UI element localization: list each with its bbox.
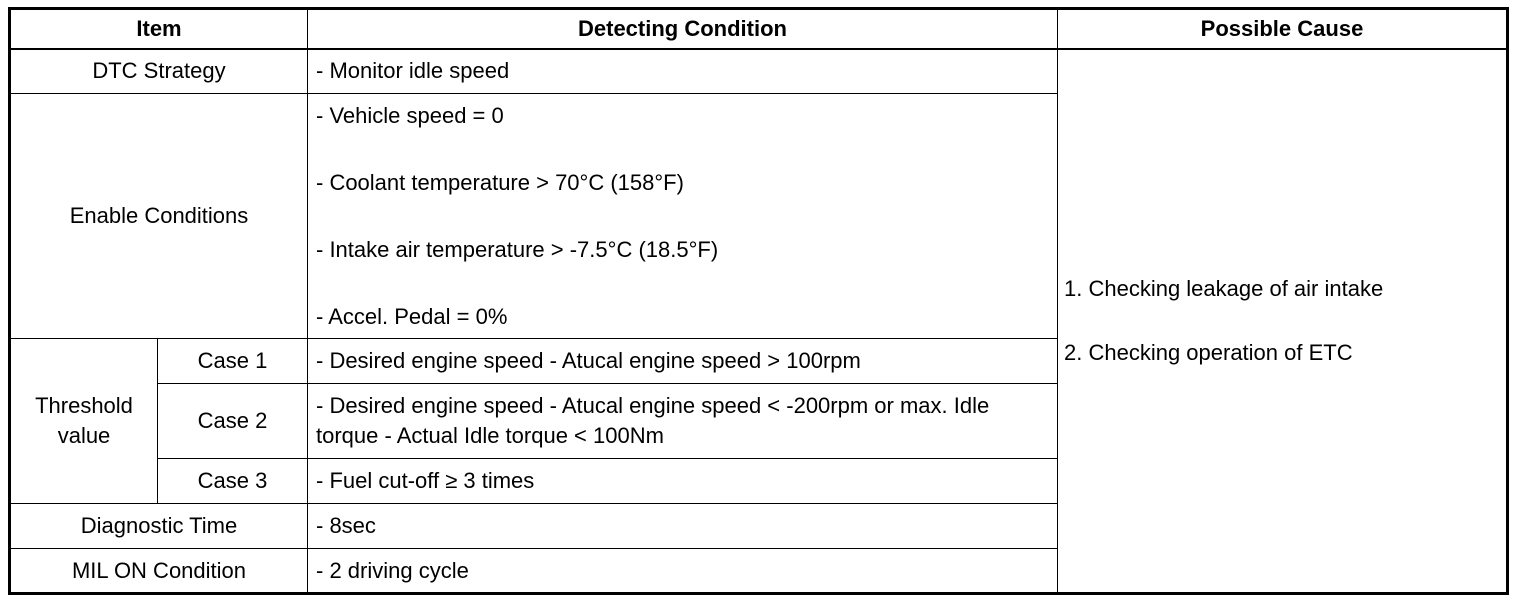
enable-condition-accel-pedal: - Accel. Pedal = 0% [316, 303, 508, 329]
enable-condition-vehicle-speed: - Vehicle speed = 0 [316, 102, 504, 128]
enable-conditions-label: Enable Conditions [10, 94, 308, 339]
case-3-label: Case 3 [158, 459, 308, 504]
diagnostic-time-label: Diagnostic Time [10, 504, 308, 549]
mil-on-label: MIL ON Condition [10, 549, 308, 594]
dtc-strategy-label: DTC Strategy [10, 49, 308, 94]
header-detecting-condition: Detecting Condition [308, 9, 1058, 49]
case-1-condition: - Desired engine speed - Atucal engine speed > 100rpm [308, 339, 1058, 384]
mil-on-condition: - 2 driving cycle [308, 549, 1058, 594]
case-1-label: Case 1 [158, 339, 308, 384]
diagnostic-time-condition: - 8sec [308, 504, 1058, 549]
possible-cause-2: 2. Checking operation of ETC [1064, 339, 1353, 365]
possible-cause-1: 1. Checking leakage of air intake [1064, 275, 1384, 301]
dtc-table [8, 7, 1509, 595]
possible-cause-cell [1058, 49, 1508, 594]
case-3-condition: - Fuel cut-off ≥ 3 times [308, 459, 1058, 504]
header-item: Item [10, 9, 308, 49]
threshold-label: Threshold value [10, 339, 158, 504]
row-dtc-strategy [10, 49, 1508, 94]
header-row [10, 9, 1508, 49]
enable-condition-coolant-temp: - Coolant temperature > 70°C (158°F) [316, 169, 684, 195]
case-2-condition: - Desired engine speed - Atucal engine speed < -200rpm or max. Idle torque - Actual Idle torque < 100Nm [308, 384, 1058, 459]
enable-conditions-list [308, 94, 1058, 339]
enable-condition-intake-air-temp: - Intake air temperature > -7.5°C (18.5°F) [316, 236, 719, 262]
case-2-label: Case 2 [158, 384, 308, 459]
header-possible-cause: Possible Cause [1058, 9, 1508, 49]
dtc-strategy-condition: - Monitor idle speed [308, 49, 1058, 94]
